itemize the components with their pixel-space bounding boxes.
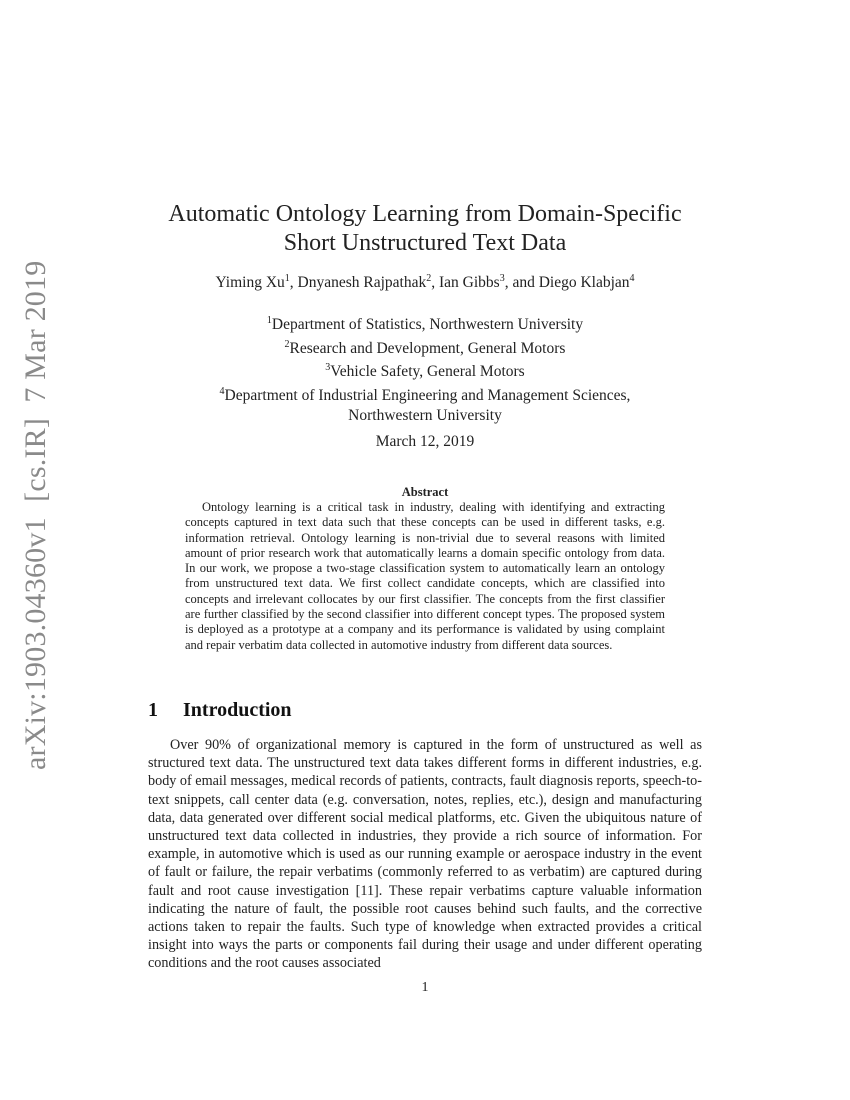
author: Diego Klabjan$^4$ [538, 273, 635, 292]
abstract-text: Ontology learning is a critical task in industry, dealing with identifying and extracting concepts captured in text data such that these concepts can be used in different tasks, e.g. information retrieval. Ontology learning is non-trivial due to several reasons with limited amount of prior research work that automatically learns a domain specific ontology from data. In our work, we propose a two-stage classification system to automatically learn an ontology from unstructured text data. We first collect candidate concepts, which are classified into concepts and irrelevant collocates by our first classifier. The concepts from the first classifier are further classified by the second classifier into different concept types. The proposed system is deployed as a prototype at a company and its performance is validated by using complaint and repair verbatim data collected in automotive industry from different data sources. [185, 500, 665, 652]
affiliation: Northwestern University [348, 406, 502, 424]
section-number: 1 [148, 699, 158, 721]
abstract-heading: Abstract [401, 485, 449, 499]
affiliation: $^2$Research and Development, General Motors [284, 338, 566, 357]
title-line-2: Short Unstructured Text Data [283, 230, 567, 256]
author: Dnyanesh Rajpathak$^2$, [297, 273, 439, 292]
section-heading [148, 699, 702, 722]
author-list [148, 273, 702, 292]
section-title: Introduction [183, 699, 292, 721]
paper-date: March 12, 2019 [375, 433, 475, 450]
affiliation: $^4$Department of Industrial Engineering and Management Sciences, [219, 385, 631, 405]
arxiv-stamp: arXiv:1903.04360v1 [cs.IR] 7 Mar 2019 [19, 260, 52, 770]
affiliations [148, 311, 702, 425]
affiliation: $^3$Vehicle Safety, General Motors [325, 362, 525, 381]
paper-title [148, 200, 702, 258]
author: Yiming Xu$^1$, [215, 273, 298, 292]
section-body: Over 90% of organizational memory is captured in the form of unstructured as well as structured text data. The unstructured text data takes different forms in different industries, e.g. body of email messages, medical records of patients, contracts, fault diagnosis reports, speech-to-text snippets, call center data (e.g. conversation, notes, replies, etc.), design and manufacturing data, data generated over different social medical platforms, etc. Given the ubiquitous nature of unstructured text data collected in industries, they provide a rich source of information. For example, in automotive which is used as our running example or aerospace industry in the event of fault or failure, the repair verbatims (commonly referred to as verbatim) are captured during fault and root cause investigation [11]. These repair verbatims capture valuable information indicating the nature of fault, the possible root causes behind such faults, and the corrective actions taken to repair the faults. Such type of knowledge when extracted provides a critical insight into ways the parts or components fail during their usage and under different operating conditions and the root causes associated [148, 737, 702, 972]
title-line-1: Automatic Ontology Learning from Domain-Specific [168, 201, 682, 227]
affiliation: $^1$Department of Statistics, Northwestern University [266, 315, 584, 334]
page-number: 1 [421, 980, 429, 995]
author: Ian Gibbs$^3$, and [438, 273, 539, 292]
